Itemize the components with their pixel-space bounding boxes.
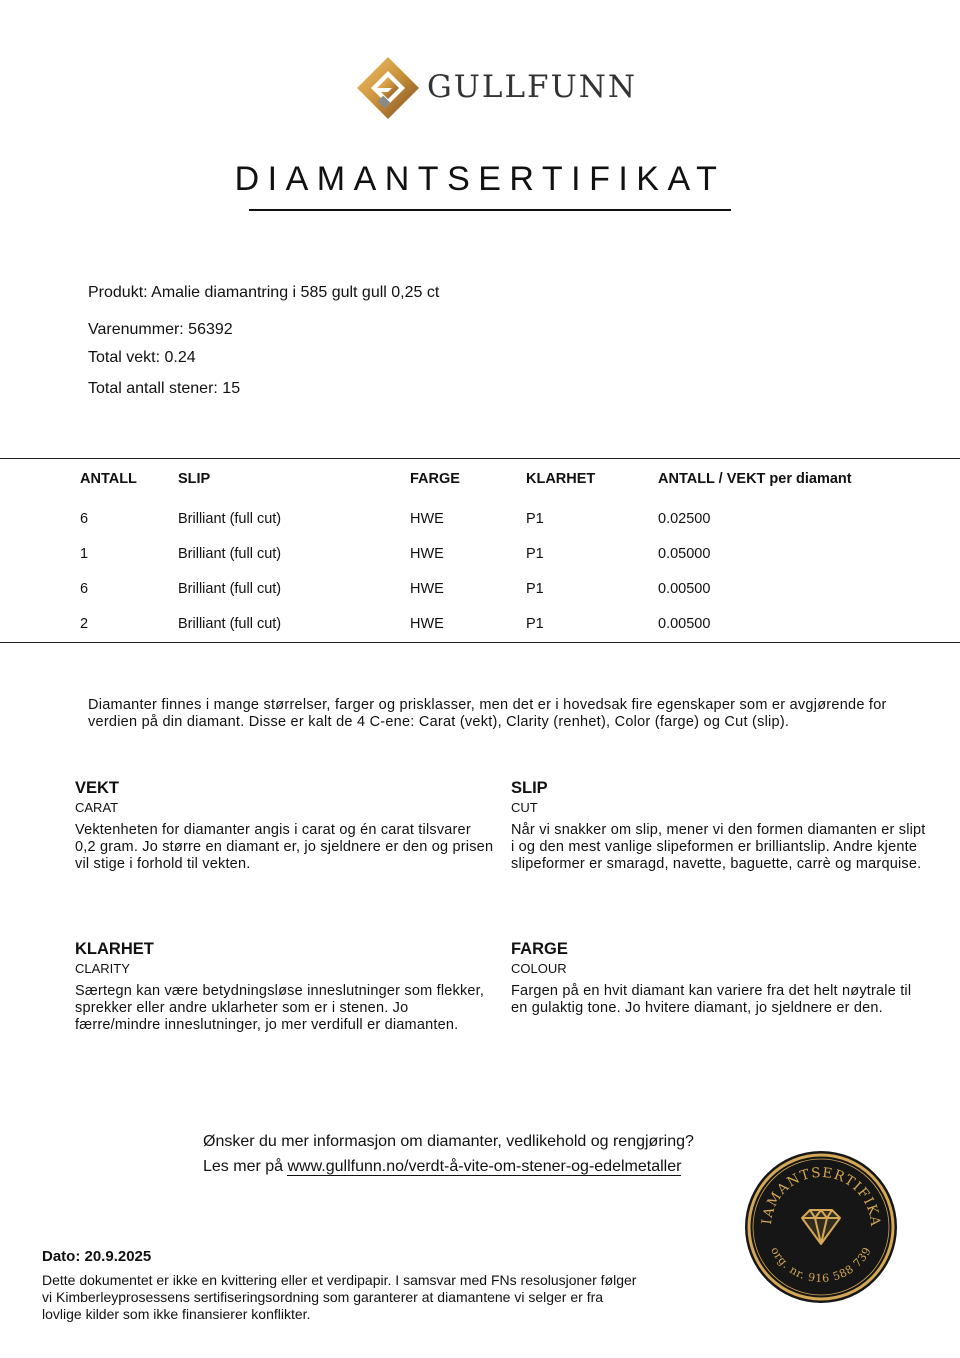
brand-logo [355, 55, 637, 125]
section-title: KLARHET [75, 940, 154, 958]
section-text: Vektenheten for diamanter angis i carat og én carat tilsvarer 0,2 gram. Jo større en diamant er, jo sjeldnere er den og prisen vil stige i forhold til vekten. [75, 822, 494, 872]
cell-antall: 6 [80, 511, 89, 527]
cell-antall: 6 [80, 581, 89, 597]
section-title: VEKT [75, 779, 120, 797]
cell-vekt: 0.00500 [658, 616, 711, 632]
table-top-rule [0, 458, 960, 459]
table-bottom-rule [0, 642, 960, 643]
brand-name: GULLFUNN [427, 69, 637, 105]
col-header-slip: SLIP [178, 471, 211, 487]
intro-paragraph: Diamanter finnes i mange størrelser, farger og prisklasser, men det er i hovedsak fire egenskaper som er avgjørende for verdien på din diamant. Disse er kalt de 4 C-ene: Carat (vekt), Clarity (renhet), Color (farge) og Cut (slip). [88, 697, 887, 730]
disclaimer-text: Dette dokumentet er ikke en kvittering eller et verdipapir. I samsvar med FNs resolusjoner følger vi Kimberleyprosessens sertifiseringsordning som garanterer at diamantene vi selger er fra lovlige kilder som ikke finansierer konflikter. [42, 1272, 637, 1322]
cell-vekt: 0.05000 [658, 546, 711, 562]
section-subtitle: COLOUR [511, 961, 567, 976]
col-header-farge: FARGE [410, 471, 460, 487]
cell-vekt: 0.00500 [658, 581, 711, 597]
seal-top-text: IAMANTSERTIFIKA [759, 1164, 884, 1228]
total-stones: Total antall stener: 15 [88, 380, 241, 397]
certificate-seal [744, 1150, 898, 1304]
col-header-antall: ANTALL [80, 471, 137, 487]
section-text: Når vi snakker om slip, mener vi den formen diamanten er slipt i og den mest vanlige slipeformen er brilliantslip. Andre kjente slipeformer er smaragd, navette, baguette, carrè og marquise. [511, 822, 926, 872]
section-subtitle: CARAT [75, 800, 119, 815]
section-subtitle: CUT [511, 800, 538, 815]
cell-antall: 2 [80, 616, 89, 632]
cell-klarhet: P1 [526, 511, 544, 527]
document-date: Dato: 20.9.2025 [42, 1248, 152, 1265]
product-name: Produkt: Amalie diamantring i 585 gult gull 0,25 ct [88, 284, 440, 301]
more-info-line [203, 1158, 681, 1176]
cell-slip: Brilliant (full cut) [178, 511, 282, 527]
more-info-question: Ønsker du mer informasjon om diamanter, vedlikehold og rengjøring? [203, 1133, 694, 1150]
cell-farge: HWE [410, 581, 444, 597]
cell-slip: Brilliant (full cut) [178, 616, 282, 632]
item-number: Varenummer: 56392 [88, 321, 233, 338]
cell-slip: Brilliant (full cut) [178, 546, 282, 562]
cell-farge: HWE [410, 511, 444, 527]
section-subtitle: CLARITY [75, 961, 130, 976]
total-weight: Total vekt: 0.24 [88, 349, 196, 366]
cell-farge: HWE [410, 616, 444, 632]
cell-antall: 1 [80, 546, 89, 562]
more-info-link[interactable]: www.gullfunn.no/verdt-å-vite-om-stener-og-edelmetaller [287, 1158, 682, 1175]
page-title: DIAMANTSERTIFIKAT [234, 160, 726, 198]
cell-vekt: 0.02500 [658, 511, 711, 527]
gullfunn-logo-icon [355, 55, 425, 125]
section-text: Fargen på en hvit diamant kan variere fra det helt nøytrale til en gulaktig tone. Jo hvitere diamant, jo sjeldnere er den. [511, 983, 912, 1016]
cell-klarhet: P1 [526, 616, 544, 632]
section-title: FARGE [511, 940, 568, 958]
more-info-prefix: Les mer på [203, 1158, 288, 1175]
col-header-vekt: ANTALL / VEKT per diamant [658, 471, 852, 487]
cell-klarhet: P1 [526, 581, 544, 597]
seal-bottom-text: org. nr. 916 588 739 [768, 1244, 874, 1286]
cell-slip: Brilliant (full cut) [178, 581, 282, 597]
section-title: SLIP [511, 779, 548, 797]
title-underline [249, 209, 731, 211]
cell-farge: HWE [410, 546, 444, 562]
cell-klarhet: P1 [526, 546, 544, 562]
section-text: Særtegn kan være betydningsløse inneslutninger som flekker, sprekker eller andre uklarheter som er i stenen. Jo færre/mindre inneslutninger, jo mer verdifull er diamanten. [75, 983, 485, 1033]
col-header-klarhet: KLARHET [526, 471, 596, 487]
